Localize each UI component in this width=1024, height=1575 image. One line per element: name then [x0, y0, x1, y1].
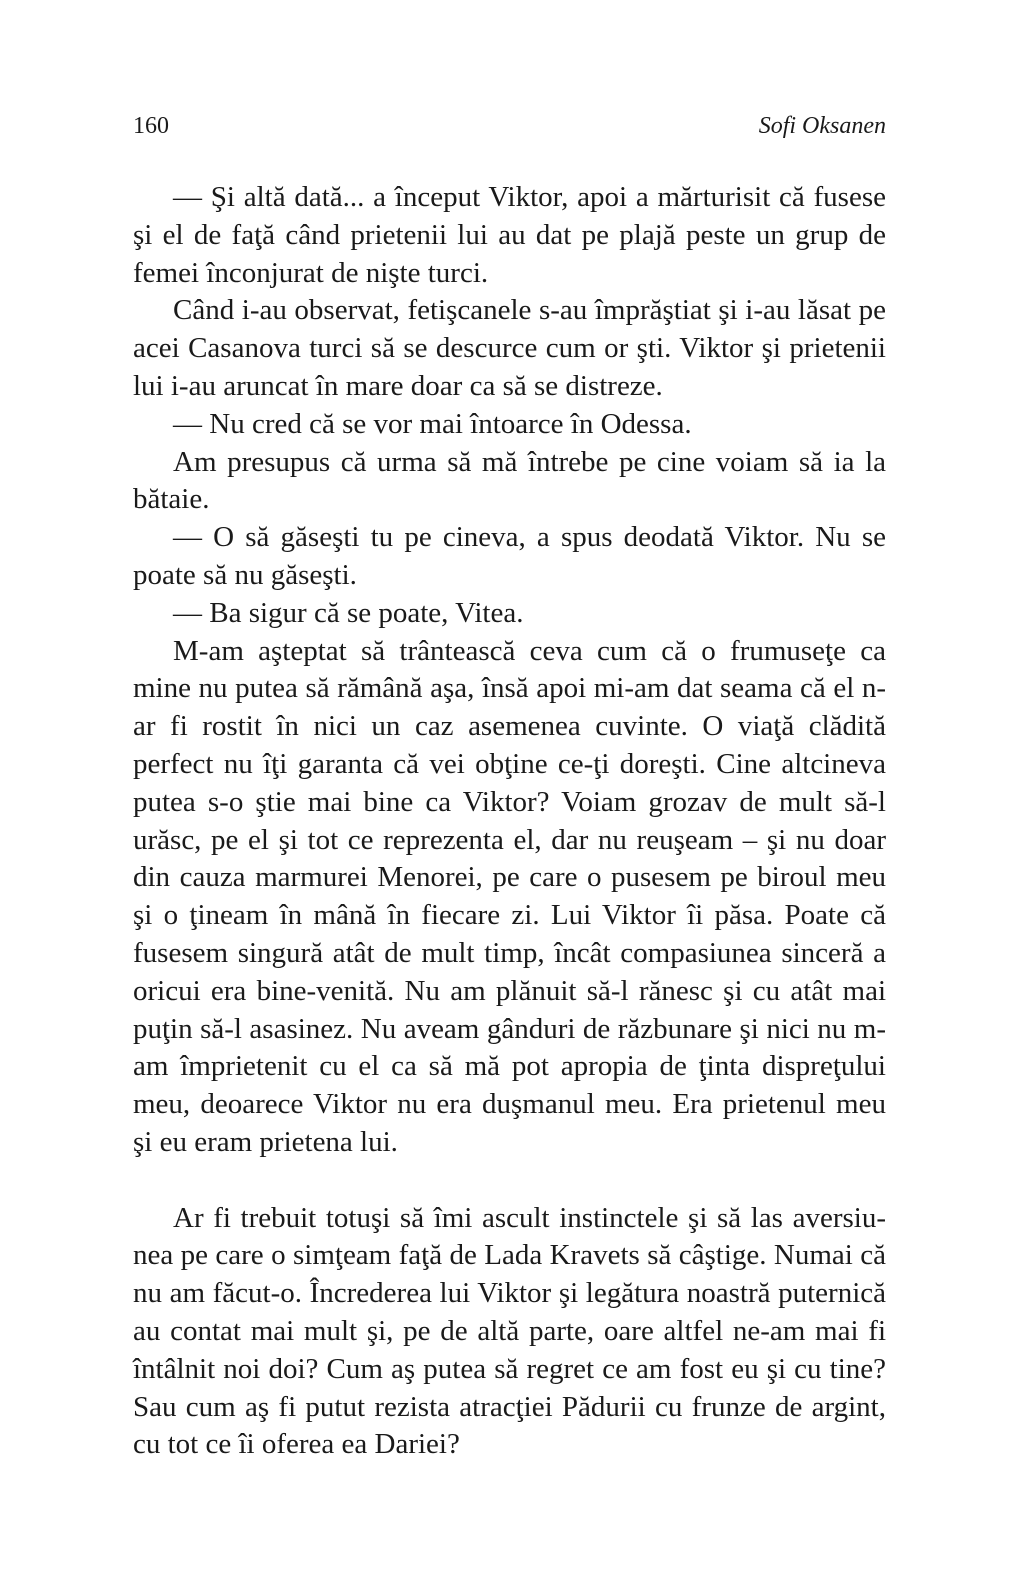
running-head — [133, 108, 886, 144]
paragraph: Când i-au observat, fetişcanele s-au împrăştiat şi i-au lăsat pe acei Casanova turci să se descurce cum or şti. Viktor şi prietenii lui i-au aruncat în mare doar ca să se distreze. — [133, 294, 886, 402]
paragraph: — Şi altă dată... a început Viktor, apoi a mărturisit că fusese şi el de faţă când prietenii lui au dat pe plajă peste un grup de femei înconjurat de nişte turci. — [133, 181, 886, 289]
running-head-author: Sofi Oksanen — [758, 113, 886, 139]
paragraph: — Nu cred că se vor mai întoarce în Odessa. — [173, 407, 692, 440]
paragraph: Am presupus că urma să mă întrebe pe cine voiam să ia la bătaie. — [133, 445, 886, 516]
page-number: 160 — [133, 113, 169, 139]
paragraph: Ar fi trebuit totuşi să îmi ascult instinctele şi să las aversiunea pe care o simţeam faţă de Lada Kravets să câştige. Numai că nu am făcut-o. Încrederea lui Viktor şi legătura noastră puternică au contat mai mult şi, pe de altă parte, oare altfel ne-am mai fi întâlnit noi doi? Cum aş putea să regret ce am fost eu şi cu tine? Sau cum aş fi putut rezista atracţiei Pădurii cu frunze de argint, cu tot ce îi oferea ea Dariei? — [133, 1201, 886, 1461]
body-text — [133, 179, 886, 1464]
paragraph: — Ba sigur că se poate, Vitea. — [173, 596, 524, 629]
paragraph: M-am aşteptat să trântească ceva cum că o frumuseţe ca mine nu putea să rămână aşa, însă apoi mi-am dat seama că el n-ar fi rostit în nici un caz asemenea cuvinte. O viaţă clădită perfect nu îţi garanta că vei obţine ce-ţi doreşti. Cine altcineva putea s-o ştie mai bine ca Viktor? Voiam grozav de mult să-l urăsc, pe el şi tot ce reprezenta el, dar nu reuşeam – şi nu doar din cauza marmurei Menorei, pe care o pusesem pe biroul meu şi o ţineam în mână în fiecare zi. Lui Viktor îi păsa. Poate că fusesem singură atât de mult timp, încât compasiunea sinceră a oricui era bine-venită. Nu am plănuit să-l rănesc şi cu atât mai puţin să-l asasinez. Nu aveam gânduri de răzbunare şi nici nu m-am împrietenit cu el ca să mă pot apropia de ţinta dispreţului meu, deoarece Viktor nu era duşmanul meu. Era prietenul meu şi eu eram prietena lui. — [133, 634, 886, 1158]
paragraph: — O să găseşti tu pe cineva, a spus deodată Viktor. Nu se poate să nu găseşti. — [133, 521, 886, 591]
book-page — [133, 108, 886, 1464]
